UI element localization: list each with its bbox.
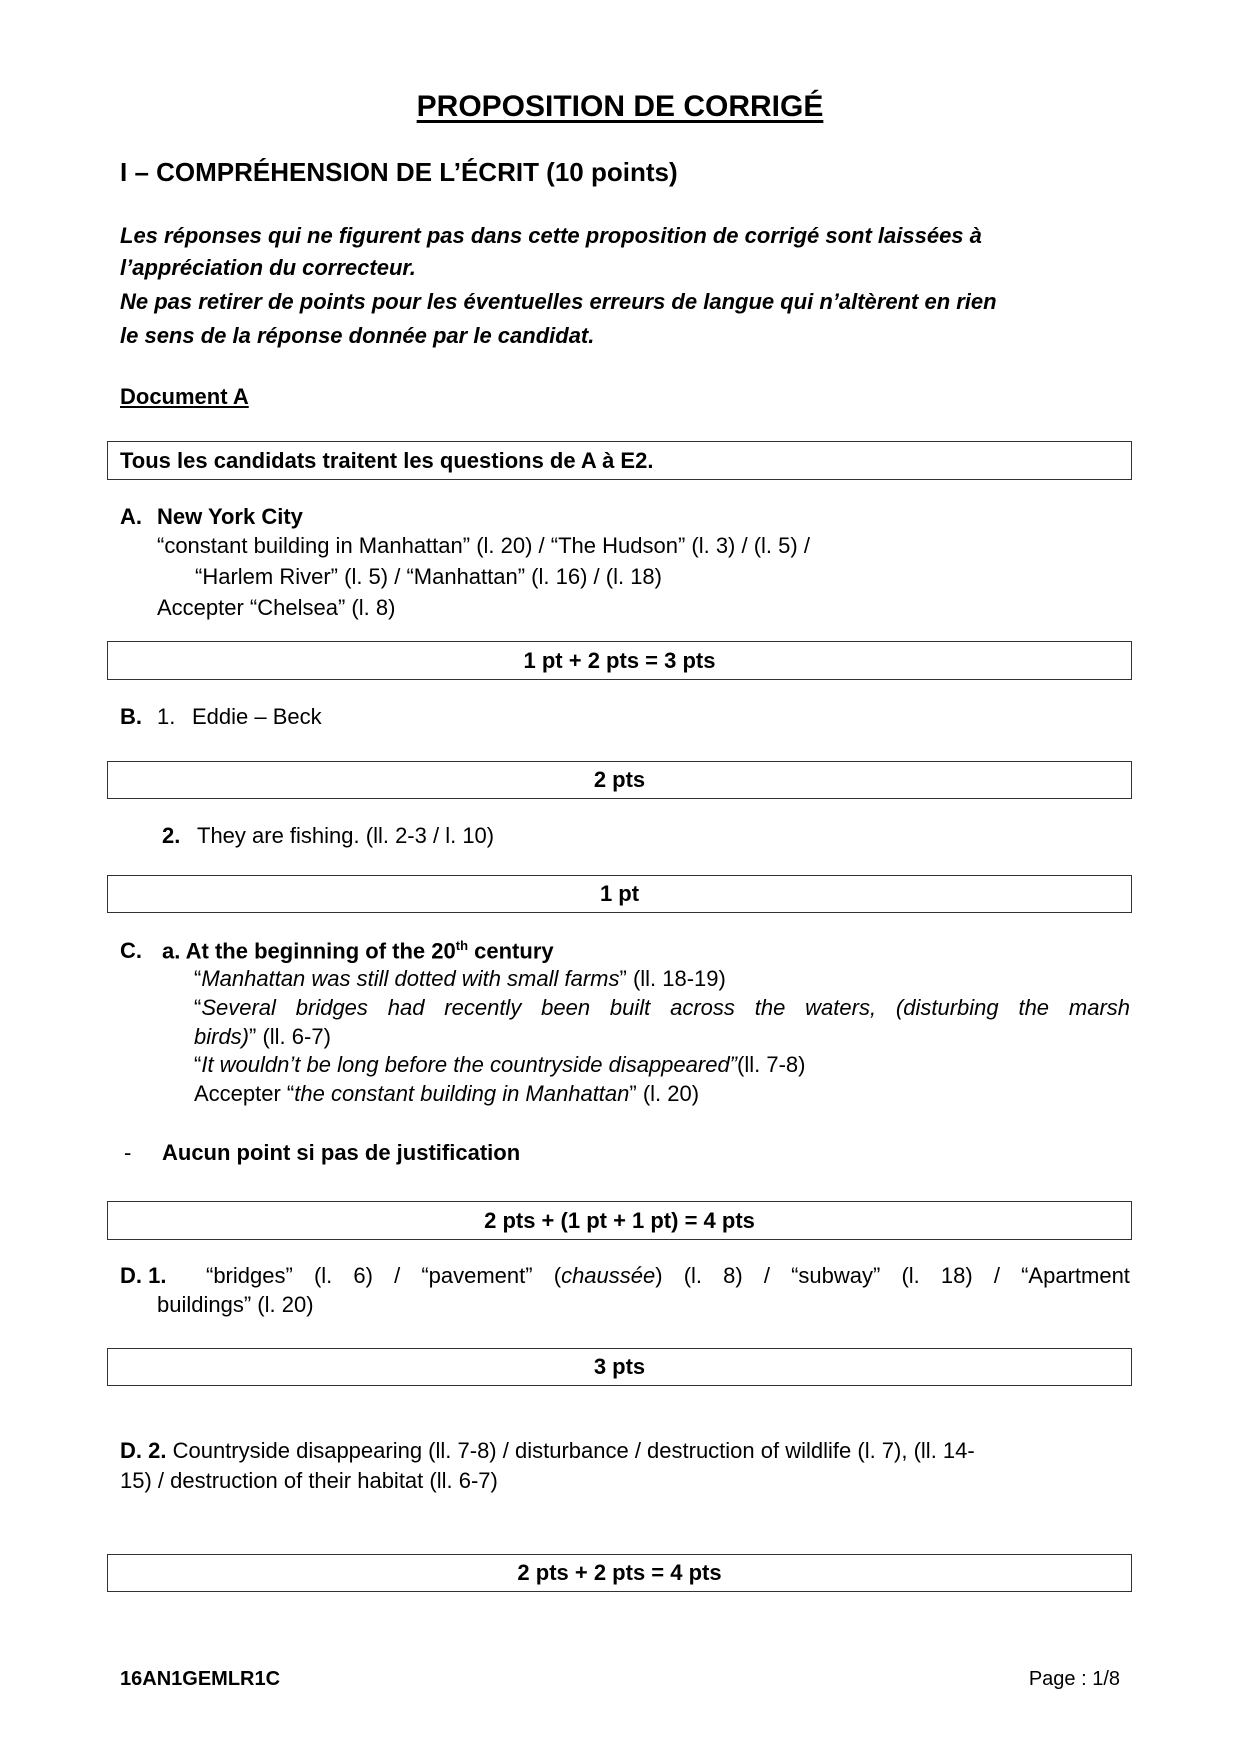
question-a-label: A. [120,504,142,529]
question-d1-word: (l. [683,1263,703,1288]
points-b2: 1 pt [599,881,640,906]
question-b-label: B. [120,704,142,729]
question-d1-word: “pavement” [421,1263,533,1288]
question-d1-line2: buildings” (l. 20) [157,1292,314,1317]
instruction-line: le sens de la réponse donnée par le candidat. [120,323,595,348]
question-c-quote: Accepter “the constant building in Manhattan” (l. 20) [194,1081,700,1106]
question-c-answer-suffix: century [468,938,554,964]
footer-code: 16AN1GEMLR1C [120,1668,281,1690]
question-d1-word: / [993,1263,1000,1288]
points-box-b2 [107,875,1132,913]
question-b2-number: 2. [162,823,181,848]
question-c-quote: “It wouldn’t be long before the countryside disappeared”(ll. 7-8) [194,1052,806,1077]
question-c-quote: birds)” (ll. 6-7) [194,1024,331,1049]
document-label: Document A [120,384,249,409]
instruction-line: l’appréciation du correcteur. [120,255,416,280]
question-b1-answer: Eddie – Beck [192,704,322,729]
footer-page: Page : 1/8 [1028,1668,1120,1690]
question-d1-word: (l. [313,1263,333,1288]
question-b1-number: 1. [157,704,176,729]
points-box-d2 [107,1554,1132,1592]
question-d1-word: “Apartment [1021,1263,1130,1288]
question-c-quote: “Manhattan was still dotted with small farms” (ll. 18-19) [194,966,726,991]
points-box-c [107,1201,1132,1240]
question-c-label: C. [120,938,142,963]
question-d1-word: “bridges” [206,1263,293,1288]
instruction-line: Les réponses qui ne figurent pas dans cette proposition de corrigé sont laissées à [120,223,982,248]
points-d2: 2 pts + 2 pts = 4 pts [517,1560,722,1585]
question-c-quote: “ Several bridges had recently been built across the waters, (disturbing the marsh [194,995,1130,1020]
question-d1-word: 6) [353,1263,373,1288]
section-heading: I – COMPRÉHENSION DE L’ÉCRIT (10 points) [120,157,678,187]
question-d1-word: 18) [940,1263,973,1288]
question-d1-word: 8) [723,1263,743,1288]
question-a-answer: New York City [157,504,303,529]
question-d1-word: (l. [901,1263,920,1288]
note-bullet: - [124,1140,132,1165]
question-d1-word: / [394,1263,401,1288]
question-c-note: Aucun point si pas de justification [162,1140,521,1165]
question-a-line: “constant building in Manhattan” (l. 20) / “The Hudson” (l. 3) / (l. 5) / [157,533,810,558]
question-d1-word: “subway” [791,1263,881,1288]
question-d2-line1 [120,1438,975,1464]
points-box-b1 [107,761,1132,799]
question-c-answer-sup: th [455,938,469,953]
instruction-line: Ne pas retirer de points pour les éventuelles erreurs de langue qui n’altèrent en rien [120,289,997,314]
question-d2-text: Countryside disappearing (ll. 7-8) / disturbance / destruction of wildlife (l. 7), (ll. 14- [166,1438,975,1463]
points-box-d1 [107,1348,1132,1386]
all-candidates-note: Tous les candidats traitent les questions de A à E2. [120,447,654,473]
all-candidates-box [107,441,1132,480]
points-box-a [107,641,1132,680]
question-d1-word: / [763,1263,770,1288]
page-title: PROPOSITION DE CORRIGÉ [416,90,824,123]
points-c: 2 pts + (1 pt + 1 pt) = 4 pts [484,1207,755,1233]
question-a-line: “Harlem River” (l. 5) / “Manhattan” (l. 16) / (l. 18) [195,564,662,589]
points-d1: 3 pts [593,1354,646,1379]
question-d1-word: (chaussée) [553,1263,663,1288]
question-a-line: Accepter “Chelsea” (l. 8) [157,595,396,620]
question-d1-label: D. 1. [120,1263,167,1288]
question-c-answer [162,938,554,964]
question-b2-answer: They are fishing. (ll. 2-3 / l. 10) [197,823,495,848]
question-d1-line1 [206,1263,1130,1289]
points-a: 1 pt + 2 pts = 3 pts [523,647,716,673]
points-b1: 2 pts [593,767,646,792]
question-c-answer-text: a. At the beginning of the 20 [162,938,456,964]
question-d2-label: D. 2. [120,1438,167,1463]
question-d2-line2: 15) / destruction of their habitat (ll. 6-7) [120,1468,498,1493]
